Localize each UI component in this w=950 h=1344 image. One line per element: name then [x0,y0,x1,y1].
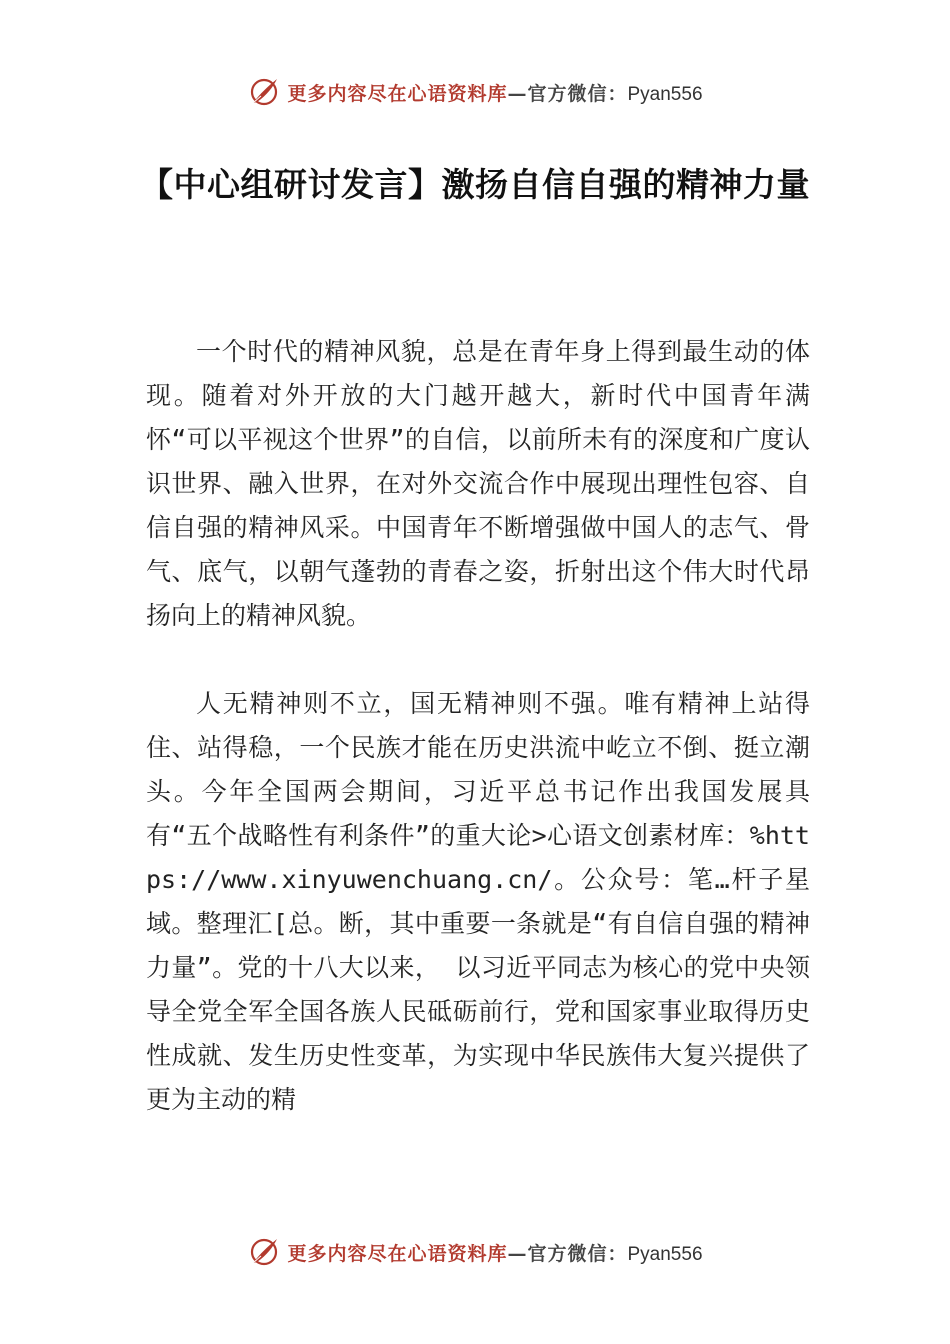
quill-pen-logo-icon [247,75,281,109]
paragraph-1: 一个时代的精神风貌，总是在青年身上得到最生动的体现。随着对外开放的大门越开越大，新时代中国青年满怀“可以平视这个世界”的自信，以前所未有的深度和广度认识世界、融入世界，在对外交流合作中展现出理性包容、自信自强的精神风采。中国青年不断增强做中国人的志气、骨气、底气，以朝气蓬勃的青春之姿，折射出这个伟大时代昂扬向上的精神风貌。 [146,337,810,630]
footer-banner [0,1232,950,1272]
footer-wechat-id: Pyan556 [627,1243,703,1265]
footer-banner-text: 更多内容尽在心语资料库—官方微信：Pyan556 [287,1242,703,1265]
paragraph-2: 人无精神则不立，国无精神则不强。唯有精神上站得住、站得稳，一个民族才能在历史洪流中屹立不倒、挺立潮头。今年全国两会期间，习近平总书记作出我国发展具有“五个战略性有利条件”的重大论>心语文创素材库：%https://www.xinyuwenchuang.cn/。公众号：笔…杆子星域。整理汇[总。断，其中重要一条就是“有自信自强的精神力量”。党的十八大以来， 以习近平同志为核心的党中央领导全党全军全国各族人民砥砺前行，党和国家事业取得历史性成就、发生历史性变革，为实现中华民族伟大复兴提供了更为主动的精 [146,689,810,1114]
quill-pen-logo-icon [247,1235,281,1269]
document-body [146,330,810,1122]
header-wechat-id: Pyan556 [627,83,703,105]
header-banner [0,72,950,112]
document-title: 【中心组研讨发言】激扬自信自强的精神力量 [140,165,810,204]
header-banner-text: 更多内容尽在心语资料库—官方微信：Pyan556 [287,82,703,105]
